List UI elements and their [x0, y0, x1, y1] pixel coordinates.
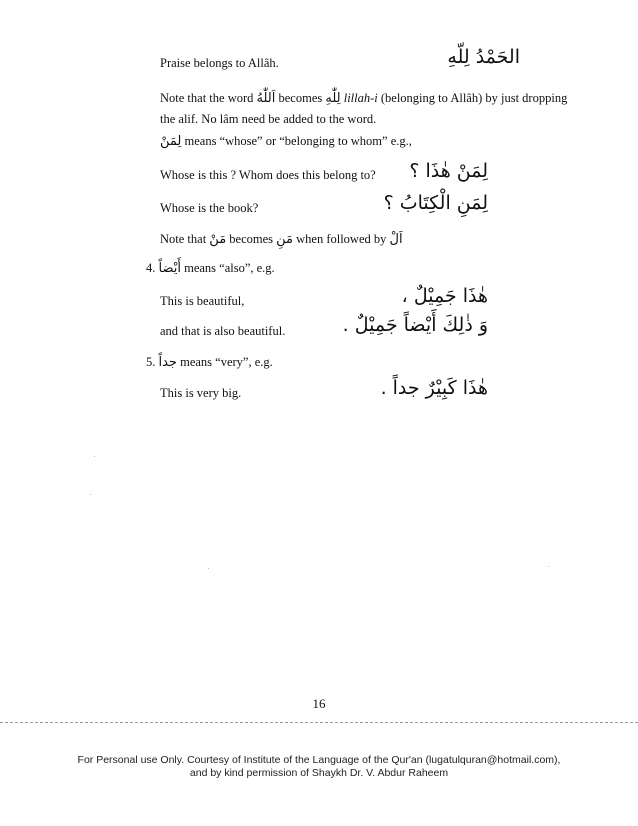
footer-line: For Personal use Only. Courtesy of Institute of the Language of the Qur'an (lugatulquran@hotmail.com), [77, 754, 561, 766]
definition-line [160, 134, 412, 149]
list-item [146, 261, 275, 276]
text-segment: becomes [278, 91, 323, 105]
list-item [146, 355, 273, 370]
item-number: 5. [146, 355, 156, 369]
text-segment: means “very”, e.g. [180, 355, 273, 369]
english-text: and that is also beautiful. [160, 324, 286, 338]
arabic-word: اَللّٰهُ [256, 91, 276, 106]
arabic-text: هٰذَا جَمِيْلٌ ، [401, 285, 488, 307]
text-segment: when followed by [296, 232, 387, 246]
english-text: This is very big. [160, 386, 242, 400]
footer [0, 754, 638, 780]
transliteration: lillah-i [343, 91, 378, 105]
arabic-text: وَ ذٰلِكَ أَيْضاً جَمِيْلٌ . [342, 314, 488, 336]
scan-speck [90, 494, 91, 495]
scan-speck [94, 456, 95, 457]
note-line [160, 232, 403, 247]
text-segment: becomes [229, 232, 274, 246]
english-text: This is beautiful, [160, 294, 245, 308]
english-text: Whose is this ? Whom does this belong to? [160, 168, 376, 182]
text-segment: means “whose” or “belonging to whom” e.g., [184, 134, 412, 148]
arabic-word: اَلْ [389, 232, 403, 247]
arabic-word: جداً [158, 355, 177, 370]
text-segment: means “also”, e.g. [184, 261, 275, 275]
arabic-text: لِمَنِ الْكِتَابُ ؟ [383, 192, 488, 214]
text-segment: Note that [160, 232, 207, 246]
scan-speck [548, 566, 549, 567]
arabic-word: أَيْضاً [158, 261, 181, 276]
scan-speck [208, 568, 209, 569]
text-segment: Note that the word [160, 91, 254, 105]
note-line [160, 91, 567, 106]
arabic-text: الحَمْدُ لِلّهِ [447, 46, 520, 68]
arabic-word: لِمَنْ [160, 134, 182, 149]
arabic-word: لِلّٰهِ [325, 91, 341, 106]
footer-line: and by kind permission of Shaykh Dr. V. Abdur Raheem [189, 767, 449, 779]
page-number: 16 [312, 696, 326, 711]
english-text: the alif. No lâm need be added to the word. [160, 112, 377, 126]
arabic-word: مَنْ [209, 232, 227, 247]
arabic-word: مَنِ [276, 232, 293, 247]
arabic-text: هٰذَا كَبِيْرٌ جداً . [380, 377, 488, 399]
english-text: Whose is the book? [160, 201, 259, 215]
arabic-text: لِمَنْ هٰذَا ؟ [409, 160, 488, 182]
item-number: 4. [146, 261, 156, 275]
english-text: Praise belongs to Allâh. [160, 56, 279, 70]
text-segment: (belonging to Allâh) by just dropping [380, 91, 568, 105]
footer-divider [0, 722, 638, 723]
